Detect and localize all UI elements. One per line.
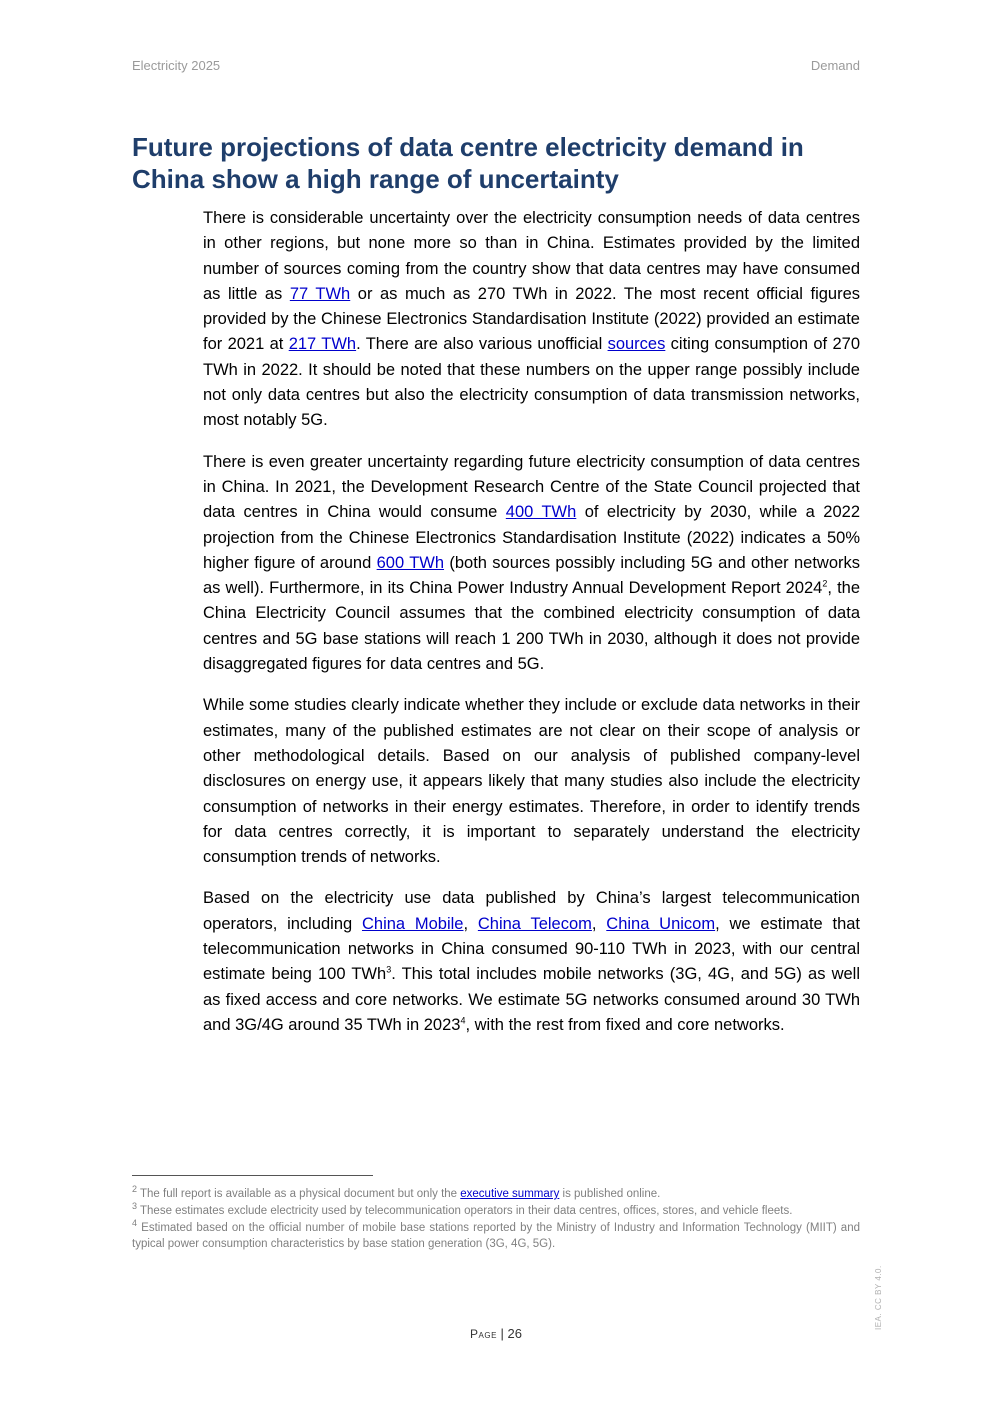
footnote-text: Estimated based on the official number of mobile base stations reported by the Ministry of Industry and Information Technology (MIIT) and typical power consumption characteristics by base station generation (3G, 4G, 5G). [132, 1221, 860, 1251]
paragraph-1 [203, 206, 860, 434]
footnote-ref-2: 2 [822, 578, 828, 589]
link-sources[interactable]: sources [607, 335, 666, 354]
header-section-name: Demand [810, 58, 860, 73]
text-run: There is even greater uncertainty regarding future electricity consumption of data centres in China. In 2021, the Development Research Centre of the State Council projected that data centres in China would consume [203, 452, 860, 522]
text-run: (both sources possibly including 5G and other networks as well). Furthermore, in its China Power Industry Annual Development Report 2024 [203, 553, 860, 598]
link-executive-summary[interactable]: executive summary [460, 1188, 560, 1200]
text-run: , we estimate that telecommunication networks in China consumed 90-110 TWh in 2023, with our central estimate being 100 TWh [203, 914, 861, 984]
text-run: . There are also various unofficial [356, 335, 608, 354]
footnote-3 [132, 1200, 860, 1220]
page-separator: | [496, 1326, 508, 1341]
footnote-divider [132, 1175, 373, 1176]
footnote-ref-4: 4 [460, 1015, 466, 1026]
link-china-unicom[interactable]: China Unicom [606, 914, 716, 933]
license-notice: IEA. CC BY 4.0. [874, 1265, 883, 1330]
text-run: , with the rest from fixed and core networks. [465, 1015, 785, 1034]
text-run: of electricity by 2030, while a 2022 projection from the Chinese Electronics Standardisation Institute (2022) indicates a 50% higher figure of around [203, 503, 860, 572]
link-77-twh[interactable]: 77 TWh [289, 284, 351, 303]
paragraph-2 [203, 450, 860, 678]
text-run: , the China Electricity Council assumes that the combined electricity consumption of data centres and 5G base stations will reach 1 200 TWh in 2030, although it does not provide disaggregated figures for data centres and 5G. [203, 579, 861, 674]
link-217-twh[interactable]: 217 TWh [288, 335, 357, 354]
paragraph-3: While some studies clearly indicate whether they include or exclude data networks in their estimates, many of the published estimates are not clear on their scope of analysis or other methodological details. Based on our analysis of published company-level disclosures on energy use, it appears likely that many studies also include the electricity consumption of networks in their energy estimates. Therefore, in order to identify trends for data centres correctly, it is important to separately understand the electricity consumption trends of networks. [203, 696, 860, 867]
footnote-text: The full report is available as a physical document but only the [137, 1188, 461, 1200]
text-run: Based on the electricity use data published by China’s largest telecommunication operators, including [203, 889, 860, 933]
text-run: , [463, 914, 478, 933]
text-run: , [591, 914, 607, 933]
link-600-twh[interactable]: 600 TWh [376, 553, 445, 572]
text-run: There is considerable uncertainty over the electricity consumption needs of data centres in other regions, but none more so than in China. Estimates provided by the limited number of sources coming from the country show that data centres may have consumed as little as [203, 209, 860, 303]
link-china-mobile[interactable]: China Mobile [361, 914, 464, 933]
page-label: Page [470, 1327, 497, 1341]
footnote-number: 2 [132, 1184, 138, 1195]
page-number-value: 26 [507, 1326, 522, 1341]
link-china-telecom[interactable]: China Telecom [477, 914, 592, 933]
footnote-text: These estimates exclude electricity used by telecommunication operators in their data centres, offices, stores, and vehicle fleets. [137, 1204, 793, 1217]
footnote-number: 4 [132, 1217, 138, 1228]
footnote-number: 3 [132, 1200, 138, 1211]
text-run: or as much as 270 TWh in 2022. The most recent official figures provided by the Chinese Electronics Standardisation Institute (2022) provided an estimate for 2021 at [203, 284, 861, 354]
text-run: . This total includes mobile networks (3G, 4G, and 5G) as well as fixed access and core networks. We estimate 5G networks consumed around 30 TWh and 3G/4G around 35 TWh in 2023 [203, 965, 861, 1034]
paragraph-4 [203, 886, 860, 1038]
body-text [203, 206, 860, 1054]
footnotes [132, 1186, 860, 1253]
header-report-title: Electricity 2025 [132, 58, 221, 73]
footnote-4 [132, 1217, 860, 1254]
text-run: citing consumption of 270 TWh in 2022. It should be noted that these numbers on the upper range possibly include not only data centres but also the electricity consumption of data transmission networks, most notably 5G. [203, 335, 860, 430]
footnote-2 [132, 1186, 860, 1203]
page-number [0, 1326, 992, 1341]
footnote-ref-3: 3 [386, 964, 392, 975]
section-title: Future projections of data centre electricity demand in China show a high range of uncertainty [132, 132, 804, 194]
footnote-text: is published online. [559, 1188, 661, 1200]
link-400-twh[interactable]: 400 TWh [505, 503, 577, 522]
